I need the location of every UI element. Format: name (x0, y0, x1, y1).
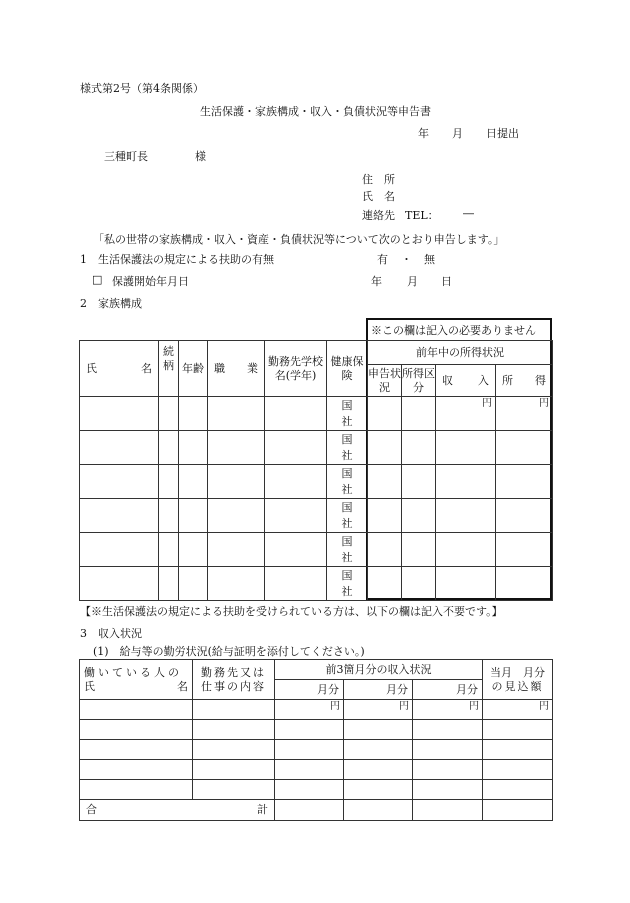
header-name: 氏 名 (80, 341, 159, 397)
header-forecast: 当月 月分 の見込額 (483, 660, 553, 700)
family-table (79, 340, 553, 601)
header-declared: 申告状況 (368, 365, 402, 397)
yen-cell: 円 (483, 700, 553, 720)
insurance-type: 国 社 (327, 397, 368, 431)
yen-cell: 円 (413, 700, 483, 720)
insurance-type: 国 社 (327, 465, 368, 499)
header-income-status: 前年中の所得状況 (368, 341, 553, 365)
month-col-1: 月分 (275, 680, 344, 700)
start-month: 月 (407, 275, 418, 288)
table-row (80, 760, 553, 780)
header-relation: 続柄 (159, 341, 179, 397)
addressee-name: 三種町長 (104, 150, 148, 163)
insurance-type: 国 社 (327, 431, 368, 465)
contact-label: 連絡先 (362, 209, 395, 222)
month-col-3: 月分 (413, 680, 483, 700)
start-day: 日 (441, 275, 452, 288)
header-insurance: 健康保険 (327, 341, 368, 397)
addressee-honorific: 様 (195, 150, 206, 163)
form-number: 様式第2号（第4条関係） (80, 82, 204, 95)
header-occupation: 職 業 (208, 341, 265, 397)
assistance-no: 無 (424, 253, 435, 266)
insurance-type: 国 社 (327, 533, 368, 567)
income-table (79, 659, 553, 821)
start-date-label: 保護開始年月日 (112, 275, 189, 288)
total-label: 合 計 (80, 800, 275, 821)
table-row (80, 567, 553, 601)
exempt-note: 【※生活保護法の規定による扶助を受けられている方は、以下の欄は記入不要です。】 (80, 605, 503, 618)
revenue-yen: 円 (436, 397, 496, 431)
table-row (80, 499, 553, 533)
header-age: 年齢 (179, 341, 208, 397)
submit-day: 日提出 (486, 127, 519, 140)
header-worker: 働いている人の 氏 名 (80, 660, 193, 700)
header-revenue: 収 入 (436, 365, 496, 397)
table-row (80, 397, 553, 431)
section3-title: 3 収入状況 (80, 627, 142, 640)
income-yen: 円 (496, 397, 553, 431)
submit-year: 年 (418, 127, 429, 140)
table-row (80, 780, 553, 800)
name-label: 氏 名 (362, 190, 395, 203)
table-row (80, 720, 553, 740)
start-year: 年 (371, 275, 382, 288)
table-row (80, 431, 553, 465)
start-date-checkbox[interactable]: □ (92, 273, 103, 286)
header-income-class: 所得区分 (402, 365, 436, 397)
not-required-note: ※この欄は記入の必要ありません (371, 324, 536, 337)
month-col-2: 月分 (344, 680, 413, 700)
table-row (80, 533, 553, 567)
assistance-dot: ・ (401, 253, 412, 266)
declaration: 「私の世帯の家族構成・収入・資産・負債状況等について次のとおり申告します。」 (93, 233, 505, 246)
total-row (80, 800, 553, 821)
address-label: 住 所 (362, 173, 395, 186)
insurance-type: 国 社 (327, 567, 368, 601)
document-title: 生活保護・家族構成・収入・負債状況等申告書 (200, 105, 431, 118)
table-row (80, 700, 553, 720)
insurance-type: 国 社 (327, 499, 368, 533)
section1-title: 1 生活保護法の規定による扶助の有無 (80, 253, 274, 266)
submit-month: 月 (452, 127, 463, 140)
header-past3: 前3箇月分の収入状況 (275, 660, 483, 680)
section2-title: 2 家族構成 (80, 297, 142, 310)
table-row (80, 465, 553, 499)
section3-sub1: (1) 給与等の勤労状況(給与証明を添付してください。) (93, 645, 365, 658)
header-income: 所 得 (496, 365, 553, 397)
tel-label: TEL： (405, 209, 439, 222)
yen-cell: 円 (344, 700, 413, 720)
table-row (80, 740, 553, 760)
assistance-yes: 有 (377, 253, 388, 266)
tel-dash: ― (463, 207, 474, 220)
header-workplace: 勤務先学校名(学年) (265, 341, 327, 397)
yen-cell: 円 (275, 700, 344, 720)
header-employer: 勤務先又は 仕事の内容 (193, 660, 275, 700)
